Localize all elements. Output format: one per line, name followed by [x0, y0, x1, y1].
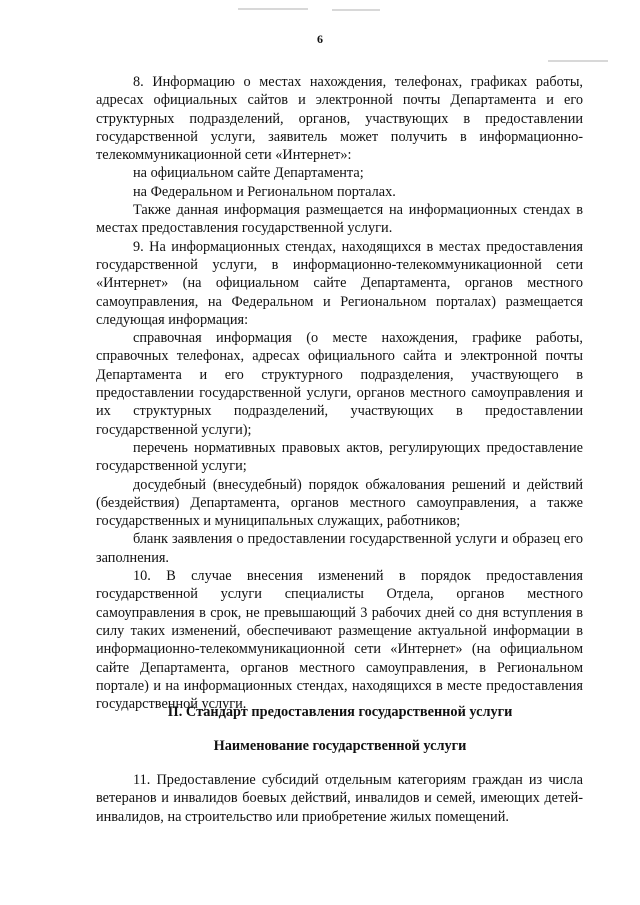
- paragraph-11: 11. Предоставление субсидий отдельным категориям граждан из числа ветеранов и инвалидов боевых действий, инвалидов и семей, имеющих детей-инвалидов, на строительство или приобретение жилых помещений.: [96, 772, 583, 825]
- section-heading: II. Стандарт предоставления государственной услуги: [167, 704, 513, 720]
- scan-artifact: [548, 60, 608, 62]
- paragraph-8-note: Также данная информация размещается на информационных стендах в местах предоставления государственной услуги.: [96, 202, 583, 237]
- scan-artifact: [238, 8, 308, 10]
- paragraph-9-item-3: досудебный (внесудебный) порядок обжалования решений и действий (бездействия) Департамента, органов местного самоуправления, а также государственных и муниципальных служащих, работников;: [96, 476, 583, 530]
- paragraph-8-item-1: на официальном сайте Департамента;: [133, 165, 364, 182]
- paragraph-8: 8. Информацию о местах нахождения, телефонах, графиках работы, адресах официальных сайтов и электронной почты Департамента и его структурных подразделений, органов, участвующих в предоставлении государственной услуги, заявитель может получить в информационно-телекоммуникационной сети «Интернет»:: [96, 74, 583, 164]
- final-text: [96, 771, 583, 826]
- paragraph-10: 10. В случае внесения изменений в порядок предоставления государственной услуги специалисты Отдела, органов местного самоуправления в срок, не превышающий 3 рабочих дней со дня вступления в силу таких изменений, обеспечивают размещение актуальной информации в информационно-телекоммуникационной сети «Интернет» (на официальном сайте Департамента, органов местного самоуправления, в Региональном портале) и на информационных стендах, находящихся в месте предоставления государственной услуги.: [96, 568, 583, 713]
- paragraph-9: 9. На информационных стендах, находящихся в местах предоставления государственной услуги, в информационно-телекоммуникационной сети «Интернет» (на официальном сайте Департамента, органов местного самоуправления, на Федеральном и Региональном порталах) размещается следующая информация:: [96, 238, 583, 328]
- paragraph-8-item-2: на Федеральном и Региональном порталах.: [133, 183, 396, 200]
- paragraph-9-item-1: справочная информация (о месте нахождения, графике работы, справочных телефонах, адресах официального сайта и электронной почты Департамента и его структурного подразделения, участвующего в предоставлении государственной услуги, органов местного самоуправления и их структурных подразделений, участвующих в предоставлении государственной услуги);: [96, 330, 583, 438]
- scan-artifact: [332, 9, 380, 11]
- page-number: 6: [317, 32, 323, 46]
- subsection-heading: Наименование государственной услуги: [213, 738, 467, 754]
- paragraph-9-item-2: перечень нормативных правовых актов, регулирующих предоставление государственной услуги;: [96, 439, 583, 475]
- paragraph-9-item-4: бланк заявления о предоставлении государственной услуги и образец его заполнения.: [96, 531, 583, 566]
- body-text: [96, 73, 583, 713]
